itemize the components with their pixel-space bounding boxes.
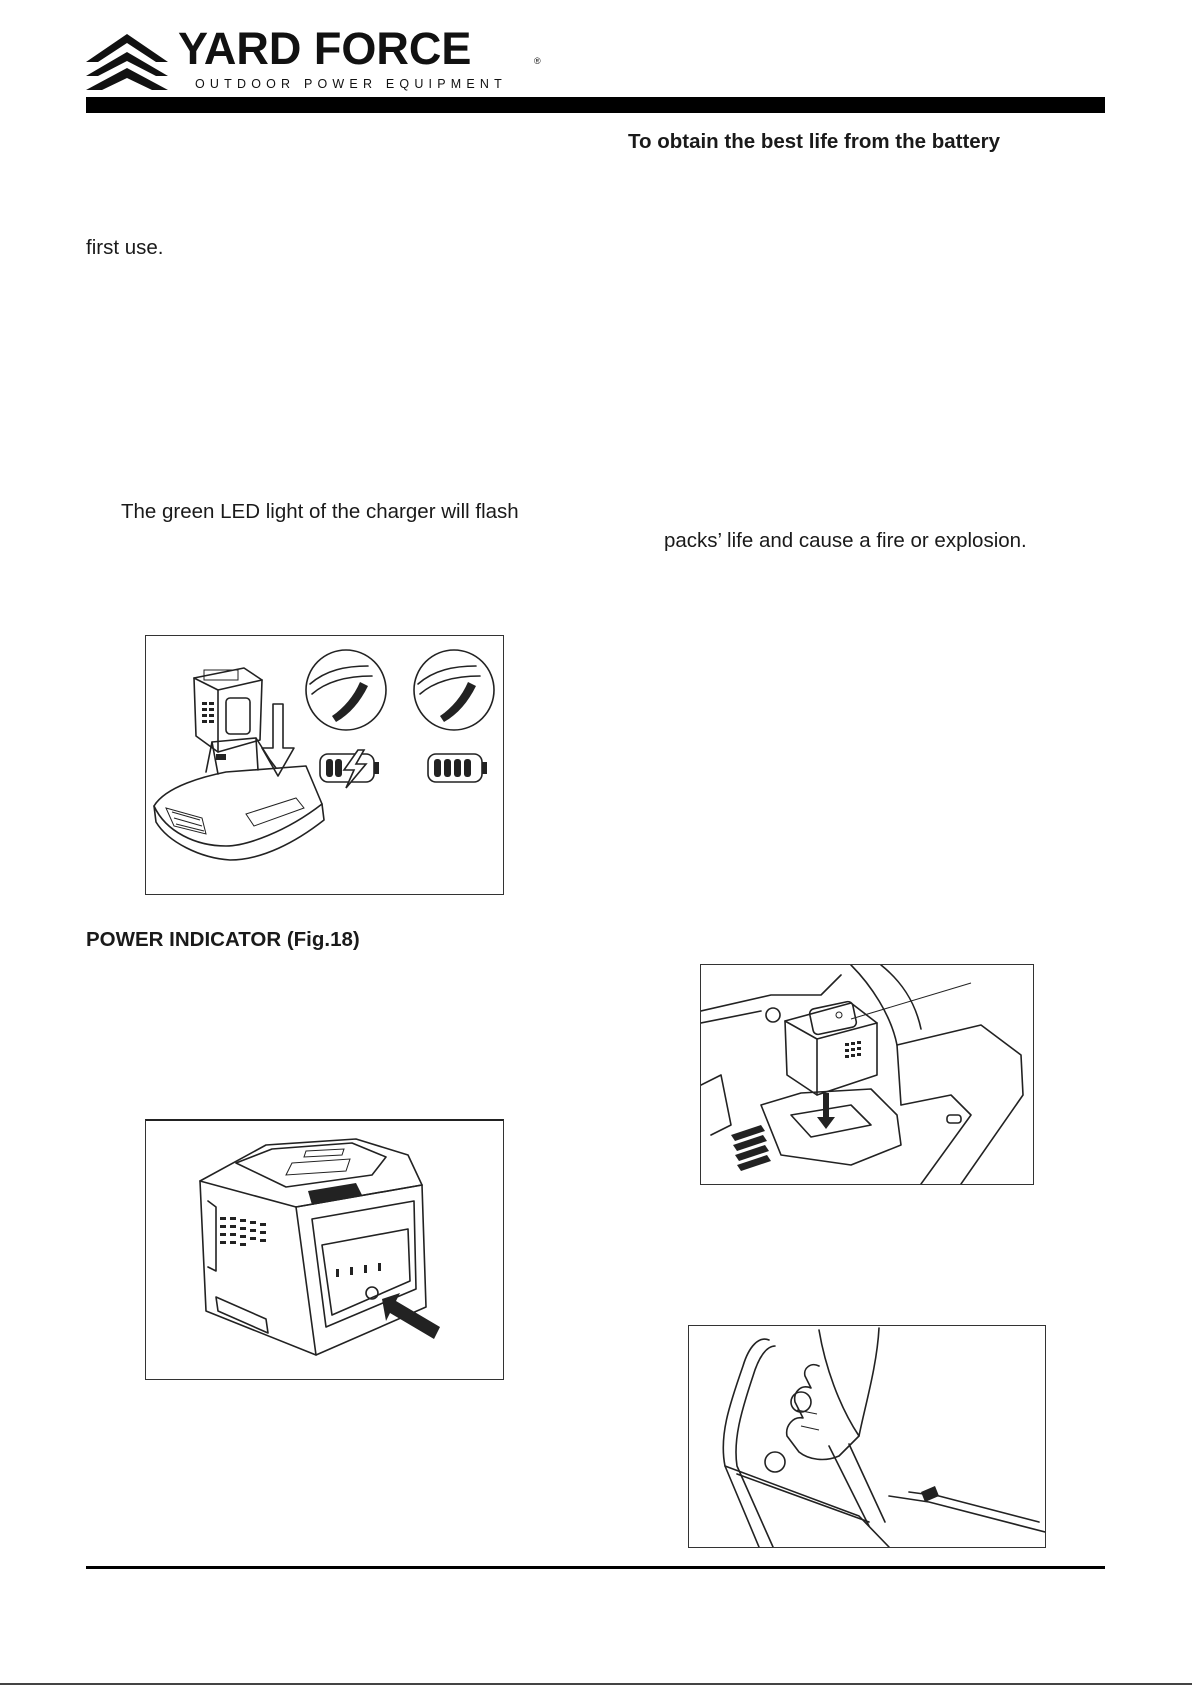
mower-handle-icon xyxy=(723,1339,1045,1547)
battery-life-heading: To obtain the best life from the battery xyxy=(628,130,1001,153)
led-segments-icon xyxy=(336,1263,381,1277)
battery-charging-icon xyxy=(320,750,379,788)
first-use-text: first use. xyxy=(86,236,164,259)
brand-registered-mark: ® xyxy=(534,56,541,66)
mower-handle-figure xyxy=(688,1325,1046,1548)
header-rule xyxy=(86,97,1105,113)
battery-pack-large-icon xyxy=(200,1139,440,1355)
brand-tagline: OUTDOOR POWER EQUIPMENT xyxy=(195,77,507,91)
green-led-text: The green LED light of the charger will flash xyxy=(121,500,519,523)
packs-life-text: packs’ life and cause a fire or explosion. xyxy=(664,529,1027,552)
charger-figure xyxy=(145,635,504,895)
charger-base-icon xyxy=(154,738,324,860)
hand-icon xyxy=(787,1328,879,1459)
battery-indicator-figure xyxy=(145,1119,504,1380)
vent-grille-icon xyxy=(308,1183,362,1205)
led-detail-full-icon xyxy=(414,650,494,730)
battery-insert-figure xyxy=(700,964,1034,1185)
led-detail-charging-icon xyxy=(306,650,386,730)
mower-body-icon xyxy=(701,965,1023,1184)
battery-full-icon xyxy=(428,754,487,782)
brand-name: YARD FORCE xyxy=(178,23,472,74)
footer-rule xyxy=(86,1566,1105,1569)
insert-arrow-icon xyxy=(262,704,294,776)
brand-logo-icon xyxy=(86,34,168,90)
callout-line xyxy=(851,983,971,1019)
pointer-arrow-icon xyxy=(382,1293,440,1339)
power-indicator-heading: POWER INDICATOR (Fig.18) xyxy=(86,928,360,951)
battery-pack-icon xyxy=(194,668,262,752)
